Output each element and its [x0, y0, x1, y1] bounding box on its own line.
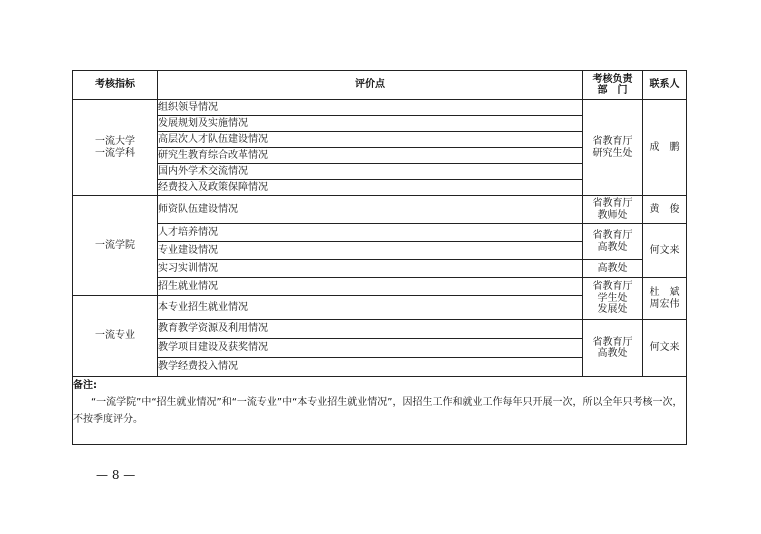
dept-line2: 研究生处 [592, 147, 633, 159]
table-row [73, 320, 687, 339]
note-title: 备注: [73, 380, 97, 391]
dept-cell [583, 100, 643, 196]
dept-line1: 省教育厅 [592, 281, 633, 293]
header-dept-line2: 部 门 [597, 85, 628, 96]
evaluation-item: 专业建设情况 [158, 242, 583, 260]
table-row [73, 260, 687, 278]
contact-line1: 杜 斌 [649, 287, 680, 298]
indicator-cell-major: 一流专业 [73, 296, 158, 377]
dept-line1: 省教育厅 [592, 336, 633, 348]
evaluation-item: 经费投入及政策保障情况 [158, 180, 583, 196]
contact-line2: 周宏伟 [649, 298, 680, 310]
contact-cell [643, 278, 687, 320]
indicator-cell-college: 一流学院 [73, 196, 158, 296]
evaluation-item: 组织领导情况 [158, 100, 583, 116]
indicator-line1: 一流大学 [95, 136, 135, 147]
evaluation-item: 教学项目建设及获奖情况 [158, 339, 583, 358]
dept-cell [583, 224, 643, 260]
evaluation-item: 教学经费投入情况 [158, 358, 583, 377]
table-row [73, 224, 687, 242]
contact-cell: 何文来 [643, 224, 687, 278]
dept-cell [583, 278, 643, 320]
dept-cell [583, 196, 643, 224]
evaluation-item: 高层次人才队伍建设情况 [158, 132, 583, 148]
dept-cell [583, 320, 643, 377]
evaluation-item: 发展规划及实施情况 [158, 116, 583, 132]
dept-line2: 高教处 [597, 348, 628, 359]
evaluation-item: 师资队伍建设情况 [158, 196, 583, 224]
header-indicator: 考核指标 [73, 71, 158, 100]
dept-line2: 教师处 [597, 209, 628, 221]
evaluation-item: 实习实训情况 [158, 260, 583, 278]
dept-line3: 发展处 [597, 304, 628, 316]
header-dept-line1: 考核负责 [592, 73, 633, 85]
page-number: — 8 — [96, 468, 136, 482]
table-row [73, 196, 687, 224]
evaluation-item: 国内外学术交流情况 [158, 164, 583, 180]
header-dept [583, 71, 643, 100]
dept-line1: 省教育厅 [592, 136, 633, 147]
table-row [73, 278, 687, 296]
dept-cell: 高教处 [583, 260, 643, 278]
evaluation-item: 教育教学资源及利用情况 [158, 320, 583, 339]
header-evaluation: 评价点 [158, 71, 583, 100]
contact-cell: 成 鹏 [643, 100, 687, 196]
header-row [73, 71, 687, 100]
dept-line2: 高教处 [597, 241, 628, 253]
contact-cell: 黄 俊 [643, 196, 687, 224]
contact-cell: 何文来 [643, 320, 687, 377]
table-row [73, 100, 687, 116]
dept-line2: 学生处 [597, 292, 628, 304]
evaluation-item: 研究生教育综合改革情况 [158, 148, 583, 164]
header-contact: 联系人 [643, 71, 687, 100]
dept-line1: 省教育厅 [592, 198, 633, 209]
note-row [73, 377, 687, 445]
note-text: “一流学院”中“招生就业情况”和“一流专业”中“本专业招生就业情况”，因招生工作和就业工作每年只开展一次，所以全年只考核一次，不按季度评分。 [73, 397, 683, 425]
indicator-line2: 一流学科 [95, 147, 135, 159]
evaluation-item: 招生就业情况 [158, 278, 583, 296]
indicator-cell-university [73, 100, 158, 196]
evaluation-item: 本专业招生就业情况 [158, 296, 583, 320]
evaluation-table [72, 70, 687, 445]
evaluation-item: 人才培养情况 [158, 224, 583, 242]
dept-line1: 省教育厅 [592, 230, 633, 241]
note-cell [73, 377, 687, 445]
